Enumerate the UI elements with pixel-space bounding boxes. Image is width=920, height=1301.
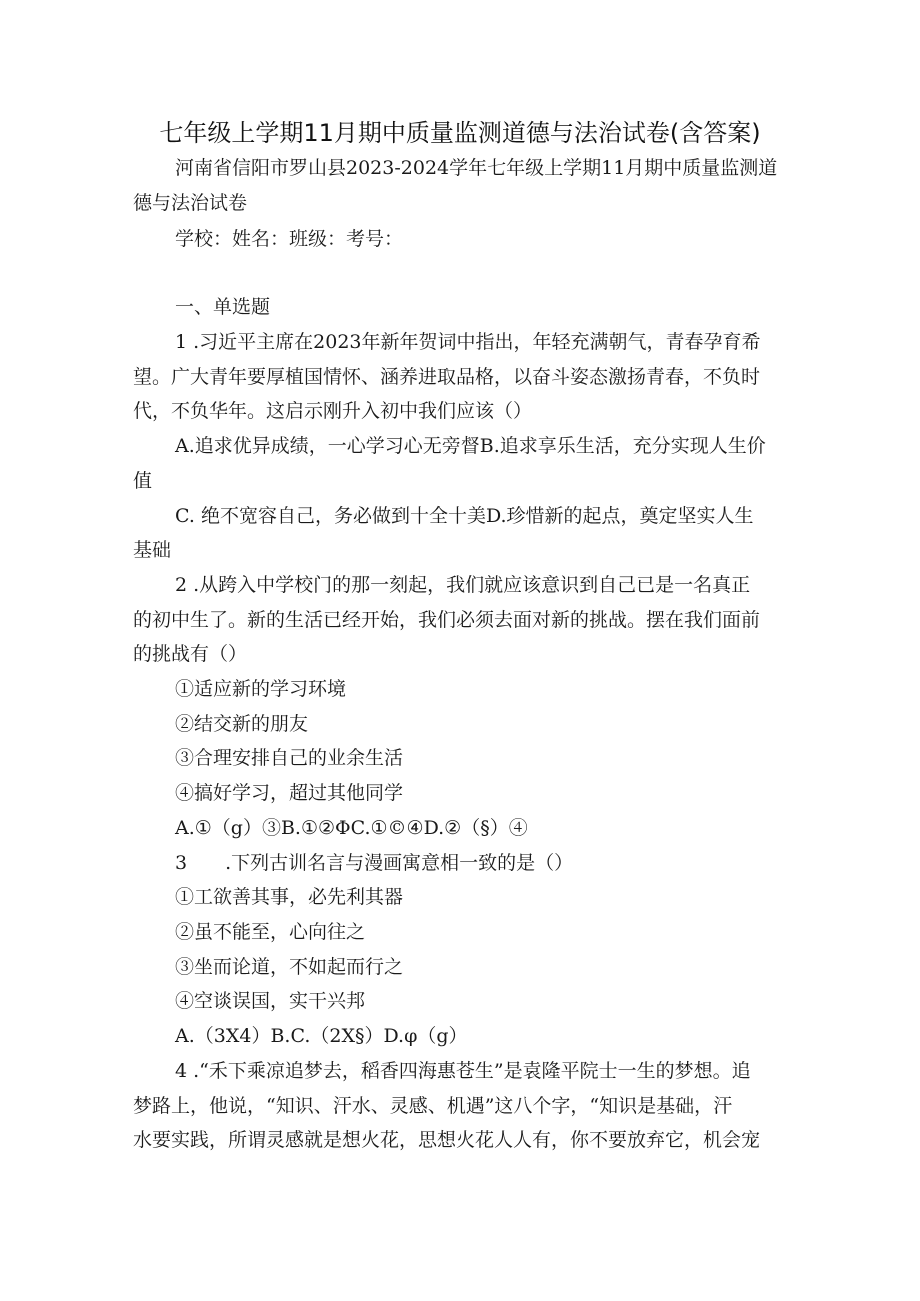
subtitle-line-2: 德与法治试卷 <box>133 192 248 214</box>
q4-line-3: 水要实践，所谓灵感就是想火花，思想火花人人有，你不要放弃它，机会宠 <box>133 1129 761 1151</box>
q3-line-1: 3 .下列古训名言与漫画寓意相一致的是（） <box>175 852 574 874</box>
q4-line-1: 4 .“禾下乘凉追梦去，稻香四海惠苍生”是袁隆平院士一生的梦想。追 <box>175 1060 751 1082</box>
q4-line-2: 梦路上，他说，“知识、汗水、灵感、机遇”这八个字，“知识是基础，汗 <box>133 1095 733 1117</box>
q1-options-cd-line-2: 基础 <box>133 539 172 561</box>
q2-item-2: ②结交新的朋友 <box>175 713 309 735</box>
q2-options: A.①（g）③B.①②ΦC.①©④D.②（§）④ <box>175 817 528 839</box>
q3-item-1: ①工欲善其事，必先利其器 <box>175 886 404 908</box>
q2-line-2: 的初中生了。新的生活已经开始，我们必须去面对新的挑战。摆在我们面前 <box>133 609 761 631</box>
q3-item-2: ②虽不能至，心向往之 <box>175 921 366 943</box>
q3-options: A.（3X4）B.C.（2X§）D.φ（g） <box>175 1025 468 1047</box>
q2-item-1: ①适应新的学习环境 <box>175 678 347 700</box>
q1-options-ab-line-1: A.追求优异成绩，一心学习心无旁督B.追求享乐生活，充分实现人生价 <box>175 435 766 457</box>
q2-line-3: 的挑战有（） <box>133 643 248 665</box>
q3-item-4: ④空谈误国，实干兴邦 <box>175 990 366 1012</box>
q1-line-3: 代，不负华年。这启示刚升入初中我们应该（） <box>133 400 533 422</box>
document-title: 七年级上学期11月期中质量监测道德与法治试卷(含答案) <box>159 119 761 147</box>
q2-item-3: ③合理安排自己的业余生活 <box>175 747 404 769</box>
q1-options-cd-line-1: C. 绝不宽容自己，务必做到十全十美D.珍惜新的起点，奠定坚实人生 <box>175 505 754 527</box>
subtitle-line-1: 河南省信阳市罗山县2023-2024学年七年级上学期11月期中质量监测道 <box>175 157 778 179</box>
q2-item-4: ④搞好学习，超过其他同学 <box>175 782 404 804</box>
q3-item-3: ③坐而论道，不如起而行之 <box>175 956 404 978</box>
q1-options-ab-line-2: 值 <box>133 470 153 492</box>
student-info-line: 学校：姓名：班级：考号： <box>175 228 404 250</box>
section-heading: 一、单选题 <box>175 296 271 318</box>
q1-line-2: 望。广大青年要厚植国情怀、涵养进取品格，以奋斗姿态激扬青春，不负时 <box>133 366 761 388</box>
q2-line-1: 2 .从跨入中学校门的那一刻起，我们就应该意识到自己已是一名真正 <box>175 574 751 596</box>
q1-line-1: 1 .习近平主席在2023年新年贺词中指出，年轻充满朝气，青春孕育希 <box>175 331 761 353</box>
